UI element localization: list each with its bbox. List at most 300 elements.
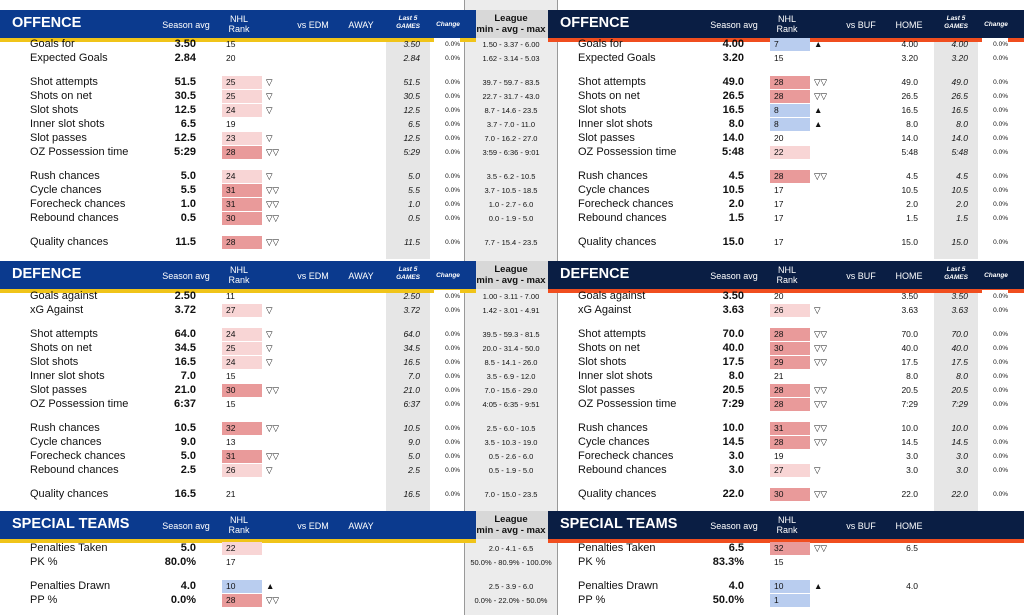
stat-row [548, 356, 1024, 370]
change-value: 0.0% [434, 118, 460, 131]
last5-value: 8.0 [956, 371, 968, 381]
stat-row [0, 212, 476, 226]
last5-value: 1.0 [408, 199, 420, 209]
rank-trend-icon: ▽▽ [814, 423, 828, 433]
stat-row [548, 594, 1024, 608]
season-value: 14.5 [722, 436, 744, 448]
stat-row [0, 488, 476, 502]
rank-trend-icon: ▲ [814, 105, 823, 115]
change-value: 0.0% [434, 236, 460, 249]
stat-row [0, 170, 476, 184]
rank-value: 28 [770, 170, 810, 183]
season-avg-heading: Season avg [710, 521, 758, 531]
stat-label: Shots on net [578, 342, 640, 354]
stat-row [0, 370, 476, 384]
stat-label: Goals against [30, 290, 98, 302]
season-value: 17.5 [722, 356, 744, 368]
last5-heading: Last 5 GAMES [396, 15, 420, 30]
season-value: 4.0 [180, 580, 196, 592]
change-value: 0.0% [434, 52, 460, 65]
season-value: 2.0 [728, 198, 744, 210]
change-value: 0.0% [982, 76, 1008, 89]
stat-row [548, 212, 1024, 226]
stat-row [548, 436, 1024, 450]
rank-trend-icon: ▽ [266, 305, 273, 315]
change-value: 0.0% [434, 90, 460, 103]
league-range-value: 3.7 - 7.0 - 11.0 [486, 120, 536, 129]
league-range-value: 1.62 - 3.14 - 5.03 [482, 54, 540, 63]
stat-label: Slot shots [578, 356, 627, 368]
stat-row [548, 580, 1024, 594]
last5-value: 1.5 [956, 213, 968, 223]
stat-row [548, 542, 1024, 556]
stat-row [548, 384, 1024, 398]
change-value: 0.0% [982, 198, 1008, 211]
stat-row [548, 290, 1024, 304]
nhl-rank-heading: NHL Rank [228, 14, 250, 34]
stat-label: PK % [30, 556, 58, 568]
stat-row [0, 464, 476, 478]
rank-trend-icon: ▽ [266, 91, 273, 101]
rank-value: 15 [226, 39, 236, 49]
rank-value: 7 [770, 38, 810, 51]
season-value: 4.5 [728, 170, 744, 182]
stat-row [0, 422, 476, 436]
stat-row [548, 488, 1024, 502]
rank-value: 25 [222, 342, 262, 355]
stat-label: PK % [578, 556, 606, 568]
last5-value: 30.5 [403, 91, 420, 101]
rank-trend-icon: ▽ [266, 105, 273, 115]
stat-row [0, 52, 476, 66]
rank-trend-icon: ▲ [814, 119, 823, 129]
last5-value: 4.5 [956, 171, 968, 181]
league-range-value: 20.0 - 31.4 - 50.0 [482, 344, 540, 353]
rank-value: 11 [226, 291, 235, 301]
opponent-value: 16.5 [901, 105, 918, 115]
stat-label: Slot passes [30, 132, 87, 144]
stat-label: Rebound chances [578, 464, 667, 476]
opponent-value: 10.0 [901, 423, 918, 433]
rank-trend-icon: ▽▽ [814, 171, 828, 181]
rank-value: 15 [774, 557, 784, 567]
last5-value: 10.5 [403, 423, 420, 433]
nhl-rank-heading: NHL Rank [228, 265, 250, 285]
opponent-value: 70.0 [901, 329, 918, 339]
rank-value: 19 [774, 451, 784, 461]
season-value: 12.5 [174, 132, 196, 144]
change-value: 0.0% [982, 304, 1008, 317]
stat-label: Forecheck chances [578, 198, 674, 210]
rank-value: 15 [774, 53, 784, 63]
last5-value: 22.0 [951, 489, 968, 499]
rank-value: 17 [774, 213, 784, 223]
stat-label: Rush chances [578, 422, 648, 434]
stat-label: Goals for [578, 38, 623, 50]
rank-value: 24 [222, 170, 262, 183]
last5-value: 10.0 [951, 423, 968, 433]
venue-heading: HOME [895, 271, 923, 281]
venue-heading: AWAY [348, 20, 374, 30]
stat-label: Inner slot shots [30, 118, 105, 130]
rank-value: 28 [770, 398, 810, 411]
season-avg-heading: Season avg [162, 271, 210, 281]
league-range-value: 8.5 - 14.1 - 26.0 [484, 358, 538, 367]
last5-value: 5:29 [403, 147, 420, 157]
change-heading: Change [436, 272, 460, 279]
rank-trend-icon: ▽▽ [266, 423, 280, 433]
stat-label: Goals for [30, 38, 75, 50]
stat-row [548, 90, 1024, 104]
season-value: 20.5 [722, 384, 744, 396]
change-value: 0.0% [982, 170, 1008, 183]
rank-trend-icon: ▽▽ [266, 185, 280, 195]
stat-row [0, 342, 476, 356]
season-value: 3.0 [728, 464, 744, 476]
last5-value: 64.0 [403, 329, 420, 339]
league-range-value: 2.0 - 4.1 - 6.5 [488, 544, 534, 553]
season-value: 22.0 [722, 488, 744, 500]
last5-value: 6.5 [408, 119, 420, 129]
stat-row [0, 184, 476, 198]
last5-value: 5.0 [408, 171, 420, 181]
stat-row [0, 132, 476, 146]
rank-trend-icon: ▽▽ [266, 213, 280, 223]
change-value: 0.0% [434, 170, 460, 183]
rank-trend-icon: ▽ [266, 343, 273, 353]
stat-label: Cycle chances [30, 436, 102, 448]
rank-value: 15 [226, 399, 236, 409]
stat-row [0, 290, 476, 304]
last5-value: 0.5 [408, 213, 420, 223]
season-value: 6.5 [728, 542, 744, 554]
change-value: 0.0% [982, 488, 1008, 501]
rank-trend-icon: ▽▽ [814, 343, 828, 353]
rank-trend-icon: ▽▽ [814, 357, 828, 367]
league-range-value: 0.5 - 2.6 - 6.0 [488, 452, 534, 461]
opponent-heading: vs BUF [846, 521, 876, 531]
opponent-value: 20.5 [901, 385, 918, 395]
change-value: 0.0% [982, 384, 1008, 397]
rank-trend-icon: ▽▽ [266, 451, 280, 461]
league-range-header: League min - avg - max [465, 511, 557, 539]
rank-value: 31 [222, 184, 262, 197]
stat-row [548, 464, 1024, 478]
stat-row [548, 170, 1024, 184]
change-value: 0.0% [434, 422, 460, 435]
opponent-value: 4.5 [906, 171, 918, 181]
venue-heading: AWAY [348, 521, 374, 531]
rank-value: 30 [222, 384, 262, 397]
last5-value: 6:37 [403, 399, 420, 409]
season-value: 5.0 [180, 170, 196, 182]
stat-label: Shot attempts [30, 328, 98, 340]
league-range-value: 0.0% - 22.0% - 50.0% [474, 596, 548, 605]
opponent-value: 2.0 [906, 199, 918, 209]
stat-row [548, 132, 1024, 146]
season-value: 10.5 [174, 422, 196, 434]
last5-value: 5:48 [951, 147, 968, 157]
stat-label: Slot shots [578, 104, 627, 116]
season-value: 8.0 [728, 118, 744, 130]
last5-value: 3.20 [951, 53, 968, 63]
season-value: 0.5 [180, 212, 196, 224]
away-team-panel [0, 0, 476, 615]
rank-value: 26 [222, 464, 262, 477]
rank-value: 24 [222, 356, 262, 369]
opponent-value: 10.5 [901, 185, 918, 195]
last5-heading: Last 5 GAMES [944, 15, 968, 30]
stat-label: Penalties Drawn [578, 580, 659, 592]
last5-value: 7.0 [408, 371, 420, 381]
opponent-value: 15.0 [901, 237, 918, 247]
change-value: 0.0% [982, 104, 1008, 117]
stat-label: Forecheck chances [578, 450, 674, 462]
stat-label: Penalties Taken [30, 542, 108, 554]
stat-row [0, 384, 476, 398]
opponent-value: 8.0 [906, 119, 918, 129]
stat-row [548, 146, 1024, 160]
league-range-value: 0.5 - 1.9 - 5.0 [488, 466, 534, 475]
last5-value: 3.50 [403, 39, 420, 49]
opponent-value: 8.0 [906, 371, 918, 381]
last5-value: 8.0 [956, 119, 968, 129]
last5-value: 5.0 [408, 451, 420, 461]
rank-value: 24 [222, 104, 262, 117]
rank-trend-icon: ▽ [266, 133, 273, 143]
season-value: 11.5 [175, 236, 196, 248]
last5-value: 11.5 [404, 237, 420, 247]
rank-trend-icon: ▽▽ [266, 595, 280, 605]
rank-value: 19 [226, 119, 236, 129]
opponent-value: 26.5 [901, 91, 918, 101]
stat-row [0, 304, 476, 318]
last5-heading: Last 5 GAMES [396, 266, 420, 281]
opponent-value: 14.5 [901, 437, 918, 447]
change-value: 0.0% [434, 384, 460, 397]
rank-value: 32 [770, 542, 810, 555]
rank-value: 22 [770, 146, 810, 159]
season-value: 4.00 [722, 38, 744, 50]
season-value: 3.0 [728, 450, 744, 462]
rank-value: 28 [222, 236, 262, 249]
stat-label: Slot passes [578, 384, 635, 396]
league-range-value: 39.5 - 59.3 - 81.5 [482, 330, 540, 339]
rank-value: 31 [222, 198, 262, 211]
rank-trend-icon: ▽▽ [814, 543, 828, 553]
opponent-heading: vs BUF [846, 20, 876, 30]
stat-label: Shot attempts [578, 76, 646, 88]
league-range-value: 8.7 - 14.6 - 23.5 [484, 106, 538, 115]
stat-label: OZ Possession time [578, 398, 677, 410]
rank-trend-icon: ▽▽ [814, 489, 828, 499]
stat-row [548, 198, 1024, 212]
season-value: 49.0 [722, 76, 744, 88]
home-team-panel [548, 0, 1024, 615]
opponent-value: 3.50 [901, 291, 918, 301]
stat-label: Rush chances [30, 170, 100, 182]
stat-label: PP % [578, 594, 606, 606]
rank-trend-icon: ▲ [814, 39, 823, 49]
season-avg-heading: Season avg [162, 521, 210, 531]
stat-row [548, 38, 1024, 52]
change-value: 0.0% [434, 398, 460, 411]
season-value: 12.5 [174, 104, 196, 116]
opponent-heading: vs EDM [297, 521, 329, 531]
change-value: 0.0% [982, 38, 1008, 51]
stat-label: Cycle chances [578, 436, 650, 448]
stat-label: Rebound chances [30, 212, 119, 224]
season-value: 16.5 [174, 488, 196, 500]
league-range-value: 1.42 - 3.01 - 4.91 [482, 306, 540, 315]
change-value: 0.0% [434, 342, 460, 355]
rank-value: 20 [774, 291, 784, 301]
change-value: 0.0% [434, 198, 460, 211]
season-value: 64.0 [174, 328, 196, 340]
season-value: 10.5 [722, 184, 744, 196]
stat-label: Shot attempts [30, 76, 98, 88]
defence-header [548, 261, 1024, 293]
league-range-value: 22.7 - 31.7 - 43.0 [482, 92, 540, 101]
rank-trend-icon: ▽▽ [814, 77, 828, 87]
stat-row [0, 542, 476, 556]
stat-label: xG Against [578, 304, 632, 316]
league-range-value: 4:05 - 6:35 - 9:51 [482, 400, 540, 409]
last5-value: 16.5 [403, 357, 420, 367]
stat-row [548, 398, 1024, 412]
season-value: 83.3% [712, 556, 744, 568]
stat-label: Goals against [578, 290, 646, 302]
stat-row [0, 398, 476, 412]
stat-label: Slot passes [578, 132, 635, 144]
offence-title: OFFENCE [12, 15, 82, 31]
stat-label: Inner slot shots [578, 118, 653, 130]
rank-trend-icon: ▽ [266, 77, 273, 87]
stat-row [548, 556, 1024, 570]
season-value: 2.84 [174, 52, 196, 64]
season-value: 51.5 [174, 76, 196, 88]
change-value: 0.0% [434, 436, 460, 449]
change-value: 0.0% [434, 464, 460, 477]
rank-trend-icon: ▽▽ [814, 437, 828, 447]
last5-value: 70.0 [951, 329, 968, 339]
league-range-value: 7.0 - 15.6 - 29.0 [484, 386, 538, 395]
rank-trend-icon: ▽ [266, 329, 273, 339]
stat-label: Quality chances [578, 236, 657, 248]
last5-value: 7:29 [951, 399, 968, 409]
stat-label: Inner slot shots [578, 370, 653, 382]
stat-label: Rebound chances [578, 212, 667, 224]
rank-value: 28 [770, 436, 810, 449]
rank-value: 17 [226, 557, 236, 567]
stat-row [0, 556, 476, 570]
stat-label: Shots on net [30, 342, 92, 354]
rank-value: 10 [770, 580, 810, 593]
opponent-value: 4.00 [901, 39, 918, 49]
stat-label: OZ Possession time [30, 398, 129, 410]
rank-trend-icon: ▽▽ [814, 91, 828, 101]
nhl-rank-heading: NHL Rank [776, 14, 798, 34]
last5-value: 34.5 [403, 343, 420, 353]
rank-value: 8 [770, 118, 810, 131]
season-value: 15.0 [722, 236, 744, 248]
change-value: 0.0% [982, 370, 1008, 383]
league-range-value: 39.7 - 59.7 - 83.5 [482, 78, 540, 87]
rank-trend-icon: ▽ [266, 357, 273, 367]
rank-trend-icon: ▽▽ [266, 199, 280, 209]
stat-label: Slot passes [30, 384, 87, 396]
league-range-value: 1.0 - 2.7 - 6.0 [488, 200, 534, 209]
stat-label: Cycle chances [578, 184, 650, 196]
season-value: 2.5 [180, 464, 196, 476]
league-range-value: 7.0 - 15.0 - 23.5 [484, 490, 538, 499]
last5-value: 15.0 [951, 237, 968, 247]
special-title: SPECIAL TEAMS [560, 516, 678, 532]
last5-heading: Last 5 GAMES [944, 266, 968, 281]
league-range-value: 50.0% - 80.9% - 100.0% [470, 558, 552, 567]
stat-label: Shots on net [30, 90, 92, 102]
opponent-value: 14.0 [901, 133, 918, 143]
special-header [0, 511, 476, 543]
venue-heading: AWAY [348, 271, 374, 281]
change-value: 0.0% [982, 52, 1008, 65]
league-range-header: League min - avg - max [465, 10, 557, 38]
stat-label: OZ Possession time [578, 146, 677, 158]
league-range-value: 7.7 - 15.4 - 23.5 [484, 238, 538, 247]
stat-label: Shot attempts [578, 328, 646, 340]
change-value: 0.0% [982, 398, 1008, 411]
stat-row [0, 198, 476, 212]
change-value: 0.0% [434, 184, 460, 197]
rank-trend-icon: ▽▽ [814, 399, 828, 409]
opponent-heading: vs EDM [297, 20, 329, 30]
season-avg-heading: Season avg [710, 20, 758, 30]
league-range-value: 2.5 - 6.0 - 10.5 [486, 424, 536, 433]
stat-row [0, 356, 476, 370]
venue-heading: HOME [895, 20, 923, 30]
season-value: 0.0% [170, 594, 196, 606]
stat-row [0, 38, 476, 52]
rank-value: 20 [774, 133, 784, 143]
rank-value: 28 [222, 594, 262, 607]
offence-title: OFFENCE [560, 15, 630, 31]
opponent-value: 1.5 [906, 213, 918, 223]
last5-value: 21.0 [403, 385, 420, 395]
change-value: 0.0% [982, 212, 1008, 225]
opponent-value: 3.63 [901, 305, 918, 315]
season-value: 16.5 [722, 104, 744, 116]
change-value: 0.0% [982, 342, 1008, 355]
defence-title: DEFENCE [12, 266, 82, 282]
league-range-column [464, 0, 558, 615]
opponent-value: 40.0 [901, 343, 918, 353]
season-value: 10.0 [722, 422, 744, 434]
stat-label: PP % [30, 594, 58, 606]
season-value: 2.50 [174, 290, 196, 302]
rank-value: 17 [774, 185, 784, 195]
stat-row [0, 450, 476, 464]
season-value: 5:48 [721, 146, 744, 158]
last5-value: 49.0 [951, 77, 968, 87]
season-value: 21.0 [174, 384, 196, 396]
change-heading: Change [984, 21, 1008, 28]
special-header [548, 511, 1024, 543]
change-value: 0.0% [434, 76, 460, 89]
change-value: 0.0% [982, 290, 1008, 303]
stat-label: Forecheck chances [30, 450, 126, 462]
season-avg-heading: Season avg [710, 271, 758, 281]
change-value: 0.0% [434, 290, 460, 303]
